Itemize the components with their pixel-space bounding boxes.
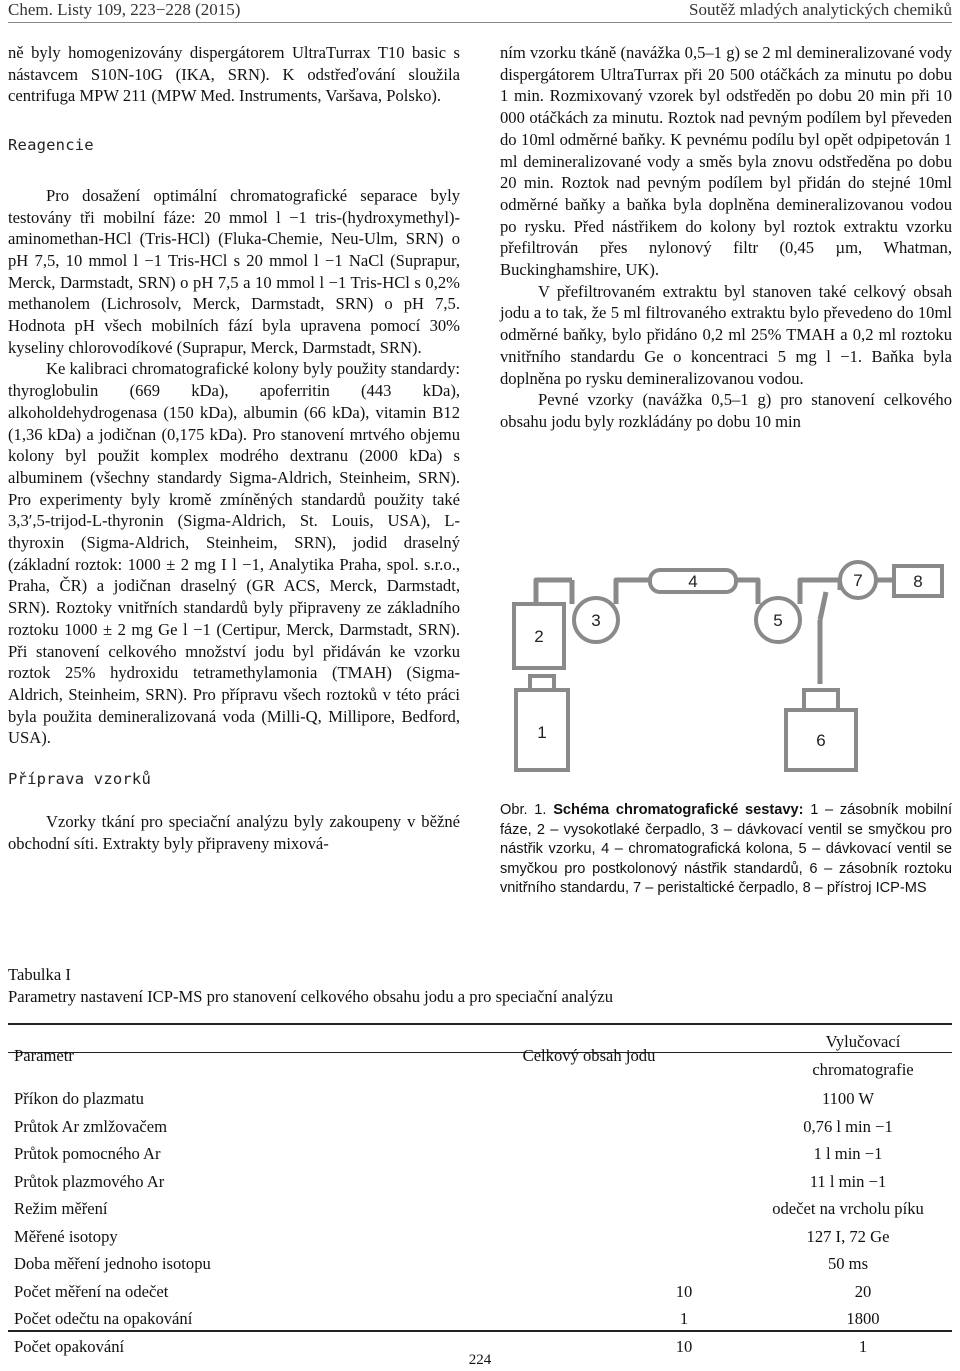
- column-header: Parametr: [14, 1045, 74, 1065]
- table-row: [8, 1278, 952, 1306]
- table-cell: Měřené isotopy: [14, 1226, 118, 1246]
- table-cell: Doba měření jednoho isotopu: [14, 1254, 211, 1273]
- table-cell: Průtok pomocného Ar: [14, 1144, 161, 1163]
- tubing: [616, 580, 650, 604]
- paragraph: V přefiltrovaném extraktu byl stanoven také celkový obsah jodu a to tak, že 5 ml filtrovaného extraktu bylo převedeno do 10ml odměrné baňky, bylo přidáno 0,2 ml 25% TMAH a 0,2 ml roztoku vnitřního standardu Ge o koncentraci 5 mg l −1. Baňka byla doplněna po rysku demineralizovanou vodou.: [500, 281, 952, 388]
- section-heading-sample-prep: Příprava vzorků: [8, 770, 151, 789]
- table-cell: 1100 W: [821, 1089, 875, 1108]
- left-column: [8, 42, 460, 854]
- table-cell: Průtok Ar zmlžovačem: [14, 1116, 167, 1136]
- table-row: [8, 1305, 952, 1333]
- diagram-label: 5: [773, 611, 783, 630]
- figure-caption: [500, 801, 952, 899]
- header-rule: [8, 22, 952, 23]
- diagram-label: 1: [537, 723, 547, 742]
- right-column: [500, 42, 952, 433]
- table-cell: 11 l min −1: [809, 1171, 887, 1191]
- table-row: [8, 1113, 952, 1141]
- paragraph: Vzorky tkání pro speciační analýzu byly zakoupeny v běžné obchodní síti. Extrakty byly připraveny mixová-: [8, 811, 460, 853]
- table-row: [8, 1083, 952, 1113]
- table-cell: 1: [679, 1309, 689, 1328]
- table-cell: 20: [854, 1281, 872, 1301]
- table-row: [8, 1195, 952, 1223]
- diagram-label: 4: [688, 572, 698, 591]
- table-cell: Průtok plazmového Ar: [14, 1171, 165, 1191]
- diagram-label: 6: [816, 731, 826, 750]
- tubing: [820, 592, 826, 620]
- table-header-row: [8, 1028, 952, 1083]
- table-cell: Počet měření na odečet: [14, 1281, 169, 1301]
- table-cell: Příkon do plazmatu: [14, 1089, 144, 1108]
- paragraph: ním vzorku tkáně (navážka 0,5–1 g) se 2 ml demineralizované vody dispergátorem UltraTurrax při 20 500 otáčkách za minutu po dobu 1 min. Rozmixovaný vzorek byl odstředěn po dobu 20 min při 10 000 otáčkách za minutu. Roztok nad pevným podílem byl převeden do 10ml odměrné baňky. K pevnému podílu byl opět odpipetován 1 ml demineralizované vody a směs byla znovu odstředěna po dobu 20 min. Roztok nad pevným podílem byl přidán do stejné 10ml odměrné baňky a baňka byla doplněna demineralizovanou vodou po rysku. Před nástřikem do kolony byl roztok extraktu vzorku přefiltrován přes nylonový filtr (0,45 µm, Whatman, Buckinghamshire, UK).: [500, 43, 952, 280]
- paragraph: Ke kalibraci chromatografické kolony byly použity standardy: thyroglobulin (669 kDa), apoferritin (443 kDa), alkoholdehydrogenasa (150 kDa), albumin (66 kDa), vitamin B12 (1,36 kDa) a jodičnan (0,175 kDa). Pro stanovení mrtvého objemu kolony byl použit komplex modrého dextranu (2000 kDa) s albuminem (všechny standardy Sigma-Aldrich, Steinheim, SRN). Pro experimenty byly kromě zmíněných standardů použity také 3,3′,5-trijod-L-thyronin (Sigma-Aldrich, St. Louis, USA), L-thyroxin (Sigma-Aldrich, Steinheim, SRN), jodid draselný (základní roztok: 1000 ± 2 mg I l −1, Analytika Praha, spol. s.r.o., Praha, ČR) a jodičnan draselný (GR ACS, Merck, Darmstadt, SRN). Roztoky vnitřních standardů byly připraveny ze základního roztoku 1000 ± 2 mg Ge l −1 (Certipur, Merck, Darmstadt, SRN). Při stanovení celkového množství jodu byl přidáván ke vzorku roztok 25% hydroxidu tetramethylamonia (TMAH) (Sigma-Aldrich, Steinheim, SRN). Pro přípravu všech roztoků v této práci byla použita demineralizovaná voda (Milli-Q, Millipore, Bedford, USA).: [8, 359, 460, 748]
- diagram-label: 7: [853, 571, 863, 590]
- caption-prefix: Obr. 1.: [500, 802, 547, 818]
- table-label: Tabulka I: [8, 965, 71, 984]
- table-cell: 127 I, 72 Ge: [806, 1226, 890, 1246]
- column-header: Vylučovací chromatografie: [812, 1032, 914, 1079]
- table-cell: Počet odečtu na opakování: [14, 1309, 193, 1328]
- paragraph: Pevné vzorky (navážka 0,5–1 g) pro stanovení celkového obsahu jodu byly rozkládány po dobu 10 min: [500, 390, 952, 431]
- table-row: [8, 1168, 952, 1196]
- table-row: [8, 1223, 952, 1251]
- table-cell: Režim měření: [14, 1199, 108, 1218]
- table-cell: odečet na vrcholu píku: [772, 1199, 924, 1218]
- column-header: Celkový obsah jodu: [522, 1045, 656, 1065]
- table-cell: 10: [675, 1336, 693, 1356]
- table-title: [8, 964, 613, 1008]
- table-cell: 10: [675, 1281, 693, 1301]
- table-caption: Parametry nastavení ICP-MS pro stanovení celkového obsahu jodu a pro speciační analýzu: [8, 987, 614, 1006]
- table-rule: [8, 1023, 952, 1025]
- table-cell: 1: [858, 1336, 868, 1356]
- page-number: 224: [468, 1352, 492, 1368]
- diagram-label: 8: [913, 572, 923, 591]
- icp-ms-parameters-table: [8, 1028, 952, 1360]
- paragraph: Pro dosažení optimální chromatografické separace byly testovány tři mobilní fáze: 20 mmol l −1 tris-(hydroxymethyl)-aminomethan-HCl (Tris-HCl) (Fluka-Chemie, Neu-Ulm, SRN) o pH 7,5, 10 mmol l −1 Tris-HCl s 20 mmol l −1 NaCl (Suprapur, Merck, Darmstadt, SRN) o pH 7,5 a 10 mmol l −1 Tris-HCl s 0,2% methanolem (Lichrosolv, Merck, Darmstadt, SRN) o pH 7,5. Hodnota pH všech mobilních fází byla upravena pomocí 30% kyseliny chlorovodíkové (Suprapur, Merck, Darmstadt, SRN).: [8, 185, 460, 357]
- table-cell: Počet opakování: [14, 1336, 125, 1356]
- diagram-label: 2: [534, 627, 544, 646]
- table-cell: 50 ms: [827, 1254, 869, 1273]
- diagram-label: 3: [591, 611, 601, 630]
- section-heading-reagents: Reagencie: [8, 136, 94, 155]
- caption-text: 1 – zásobník mobilní fáze, 2 – vysokotlaké čerpadlo, 3 – dávkovací ventil se smyčkou pro nástřik vzorku, 4 – chromatografická kolona, 5 – dávkovací ventil se smyčkou pro postkolonový nástřik standardů, 6 – zásobník roztoku vnitřního standardu, 7 – peristaltické čerpadlo, 8 – přístroj ICP-MS: [500, 802, 953, 897]
- caption-title: Schéma chromatografické sestavy:: [553, 802, 804, 818]
- journal-header: Chem. Listy 109, 223−228 (2015): [8, 0, 241, 19]
- table-cell: 0,76 l min −1: [803, 1116, 893, 1136]
- tubing: [736, 580, 758, 604]
- chromatography-setup-diagram: [500, 560, 952, 780]
- section-header: Soutěž mladých analytických chemiků: [689, 0, 952, 19]
- table-row: [8, 1140, 952, 1168]
- paragraph: ně byly homogenizovány dispergátorem UltraTurrax T10 basic s nástavcem S10N-10G (IKA, SRN). K odstřeďování sloužila centrifuga MPW 211 (MPW Med. Instruments, Varšava, Polsko).: [8, 43, 460, 106]
- table-cell: 1 l min −1: [813, 1144, 883, 1163]
- tubing: [800, 580, 840, 604]
- table-row: [8, 1250, 952, 1278]
- tubing: [536, 580, 572, 604]
- table-cell: 1800: [846, 1309, 880, 1328]
